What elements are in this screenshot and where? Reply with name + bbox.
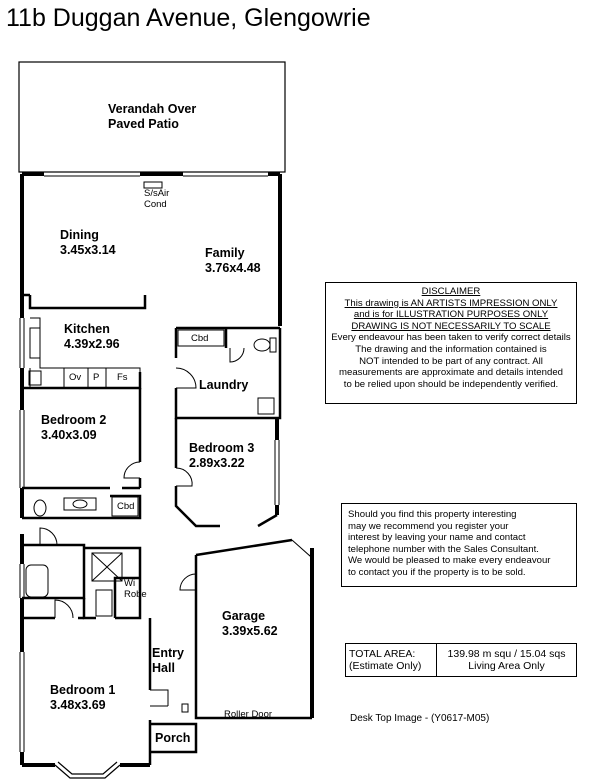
door-garage-internal (180, 574, 196, 590)
room-verandah-line2: Paved Patio (108, 117, 179, 131)
disclaimer-underlined-line: DRAWING IS NOT NECESSARILY TO SCALE (351, 320, 551, 332)
porch-post (182, 704, 188, 712)
footer-reference: Desk Top Image - (Y0617-M05) (350, 713, 490, 724)
pantry-label: P (93, 372, 100, 383)
wall-bed3 (176, 418, 277, 526)
disclaimer-underlined-line: This drawing is AN ARTISTS IMPRESSION ONLY (344, 297, 558, 309)
robe-label-line2: Robe (124, 589, 147, 600)
basin (73, 500, 87, 508)
door-bed1 (55, 600, 73, 618)
room-garage-size: 3.39x5.62 (222, 624, 278, 638)
cooktop (29, 371, 41, 385)
disclaimer-body-line: measurements are approximate and details intended (339, 367, 563, 379)
disclaimer-heading: DISCLAIMER (421, 286, 481, 297)
room-garage (222, 609, 278, 639)
room-verandah-line1: Verandah Over (108, 102, 197, 116)
wc-cistern (270, 338, 276, 352)
room-kitchen (64, 322, 120, 352)
laundry-tub (258, 398, 274, 414)
room-dining-name: Dining (60, 228, 99, 242)
interest-line: telephone number with the Sales Consultant. (348, 543, 539, 555)
room-entry-line2: Hall (152, 661, 175, 675)
disclaimer-box (325, 282, 577, 404)
room-bedroom2-size: 3.40x3.09 (41, 428, 97, 442)
window-kitchen (20, 318, 24, 368)
wc-laundry (254, 339, 270, 351)
property-title: 11b Duggan Avenue, Glengowrie (6, 4, 371, 32)
room-entry-line1: Entry (152, 646, 184, 660)
total-area-table (346, 644, 576, 676)
bay-window (55, 762, 120, 778)
interest-line: to contact you if the property is to be sold. (348, 566, 526, 578)
window-bed2 (20, 410, 24, 488)
disclaimer-body-line: Every endeavour has been taken to verify correct details (331, 332, 571, 344)
room-garage-name: Garage (222, 609, 266, 623)
disclaimer-underlined-line: and is for ILLUSTRATION PURPOSES ONLY (353, 309, 549, 321)
fridge-label: Fs (117, 372, 128, 383)
window-bed1 (20, 652, 24, 752)
roller-door-label: Roller Door (224, 709, 273, 720)
room-bedroom1-name: Bedroom 1 (50, 683, 116, 697)
room-bedroom2 (41, 413, 106, 443)
cbd-bath-label: Cbd (117, 501, 135, 512)
room-laundry-name: Laundry (199, 378, 249, 392)
room-bedroom3 (189, 441, 254, 471)
oven-label: Ov (69, 372, 82, 383)
room-family-size: 3.76x4.48 (205, 261, 261, 275)
door-bed2 (124, 462, 140, 478)
room-bedroom2-name: Bedroom 2 (41, 413, 107, 427)
disclaimer-body-line: to be relied upon should be independently verified. (343, 378, 559, 390)
door-bath (40, 528, 57, 545)
disclaimer-body-line: NOT intended to be part of any contract. All (359, 355, 543, 367)
room-verandah (108, 102, 196, 132)
total-area-values (437, 644, 577, 676)
bathtub (26, 565, 48, 597)
total-area-value: 139.98 m squ / 15.04 sqs (447, 648, 566, 660)
aircon-label-line1: S/sAir (144, 188, 170, 199)
room-bedroom1-size: 3.48x3.69 (50, 698, 106, 712)
aircon-label (144, 188, 169, 210)
room-bedroom3-name: Bedroom 3 (189, 441, 255, 455)
wall-kitchen-bench (22, 295, 145, 308)
interest-line: Should you find this property interesting (348, 509, 517, 520)
interest-note-box (341, 503, 577, 587)
estimate-only-label: (Estimate Only) (349, 660, 422, 672)
total-area-label: TOTAL AREA: (349, 648, 416, 660)
aircon-label-line2: Cond (144, 199, 167, 210)
robe-label-line1: Wi (124, 578, 136, 589)
door-garage (292, 540, 312, 556)
room-dining-size: 3.45x3.14 (60, 243, 116, 257)
room-family-name: Family (205, 246, 245, 260)
interest-line: We would be pleased to make every endeavour (348, 555, 551, 567)
door-laundry-wc (230, 348, 244, 362)
total-area-labels (346, 644, 437, 676)
room-porch-name: Porch (155, 731, 191, 745)
interest-line: may we recommend you register your (348, 520, 509, 532)
room-dining (60, 228, 116, 258)
wc-bath (34, 500, 46, 516)
robe-rail (96, 590, 112, 616)
robe-label (124, 578, 147, 600)
total-area-box (345, 643, 577, 677)
room-entry-hall (152, 646, 184, 676)
room-family (205, 246, 261, 276)
door-entry (150, 690, 168, 706)
living-area-note: Living Area Only (468, 660, 545, 672)
cbd-laundry-label: Cbd (191, 333, 209, 344)
interest-line: interest by leaving your name and contact (348, 532, 526, 544)
room-laundry (199, 378, 248, 393)
room-kitchen-name: Kitchen (64, 322, 110, 336)
room-porch (155, 731, 190, 746)
room-kitchen-size: 4.39x2.96 (64, 337, 120, 351)
disclaimer-body-line: The drawing and the information contained is (355, 343, 547, 355)
shower-cross (92, 553, 122, 581)
window-bath (20, 564, 24, 598)
door-laundry (176, 368, 196, 388)
window-bed3 (275, 440, 279, 505)
sink (30, 328, 40, 358)
room-bedroom3-size: 2.89x3.22 (189, 456, 245, 470)
room-bedroom1 (50, 683, 115, 713)
